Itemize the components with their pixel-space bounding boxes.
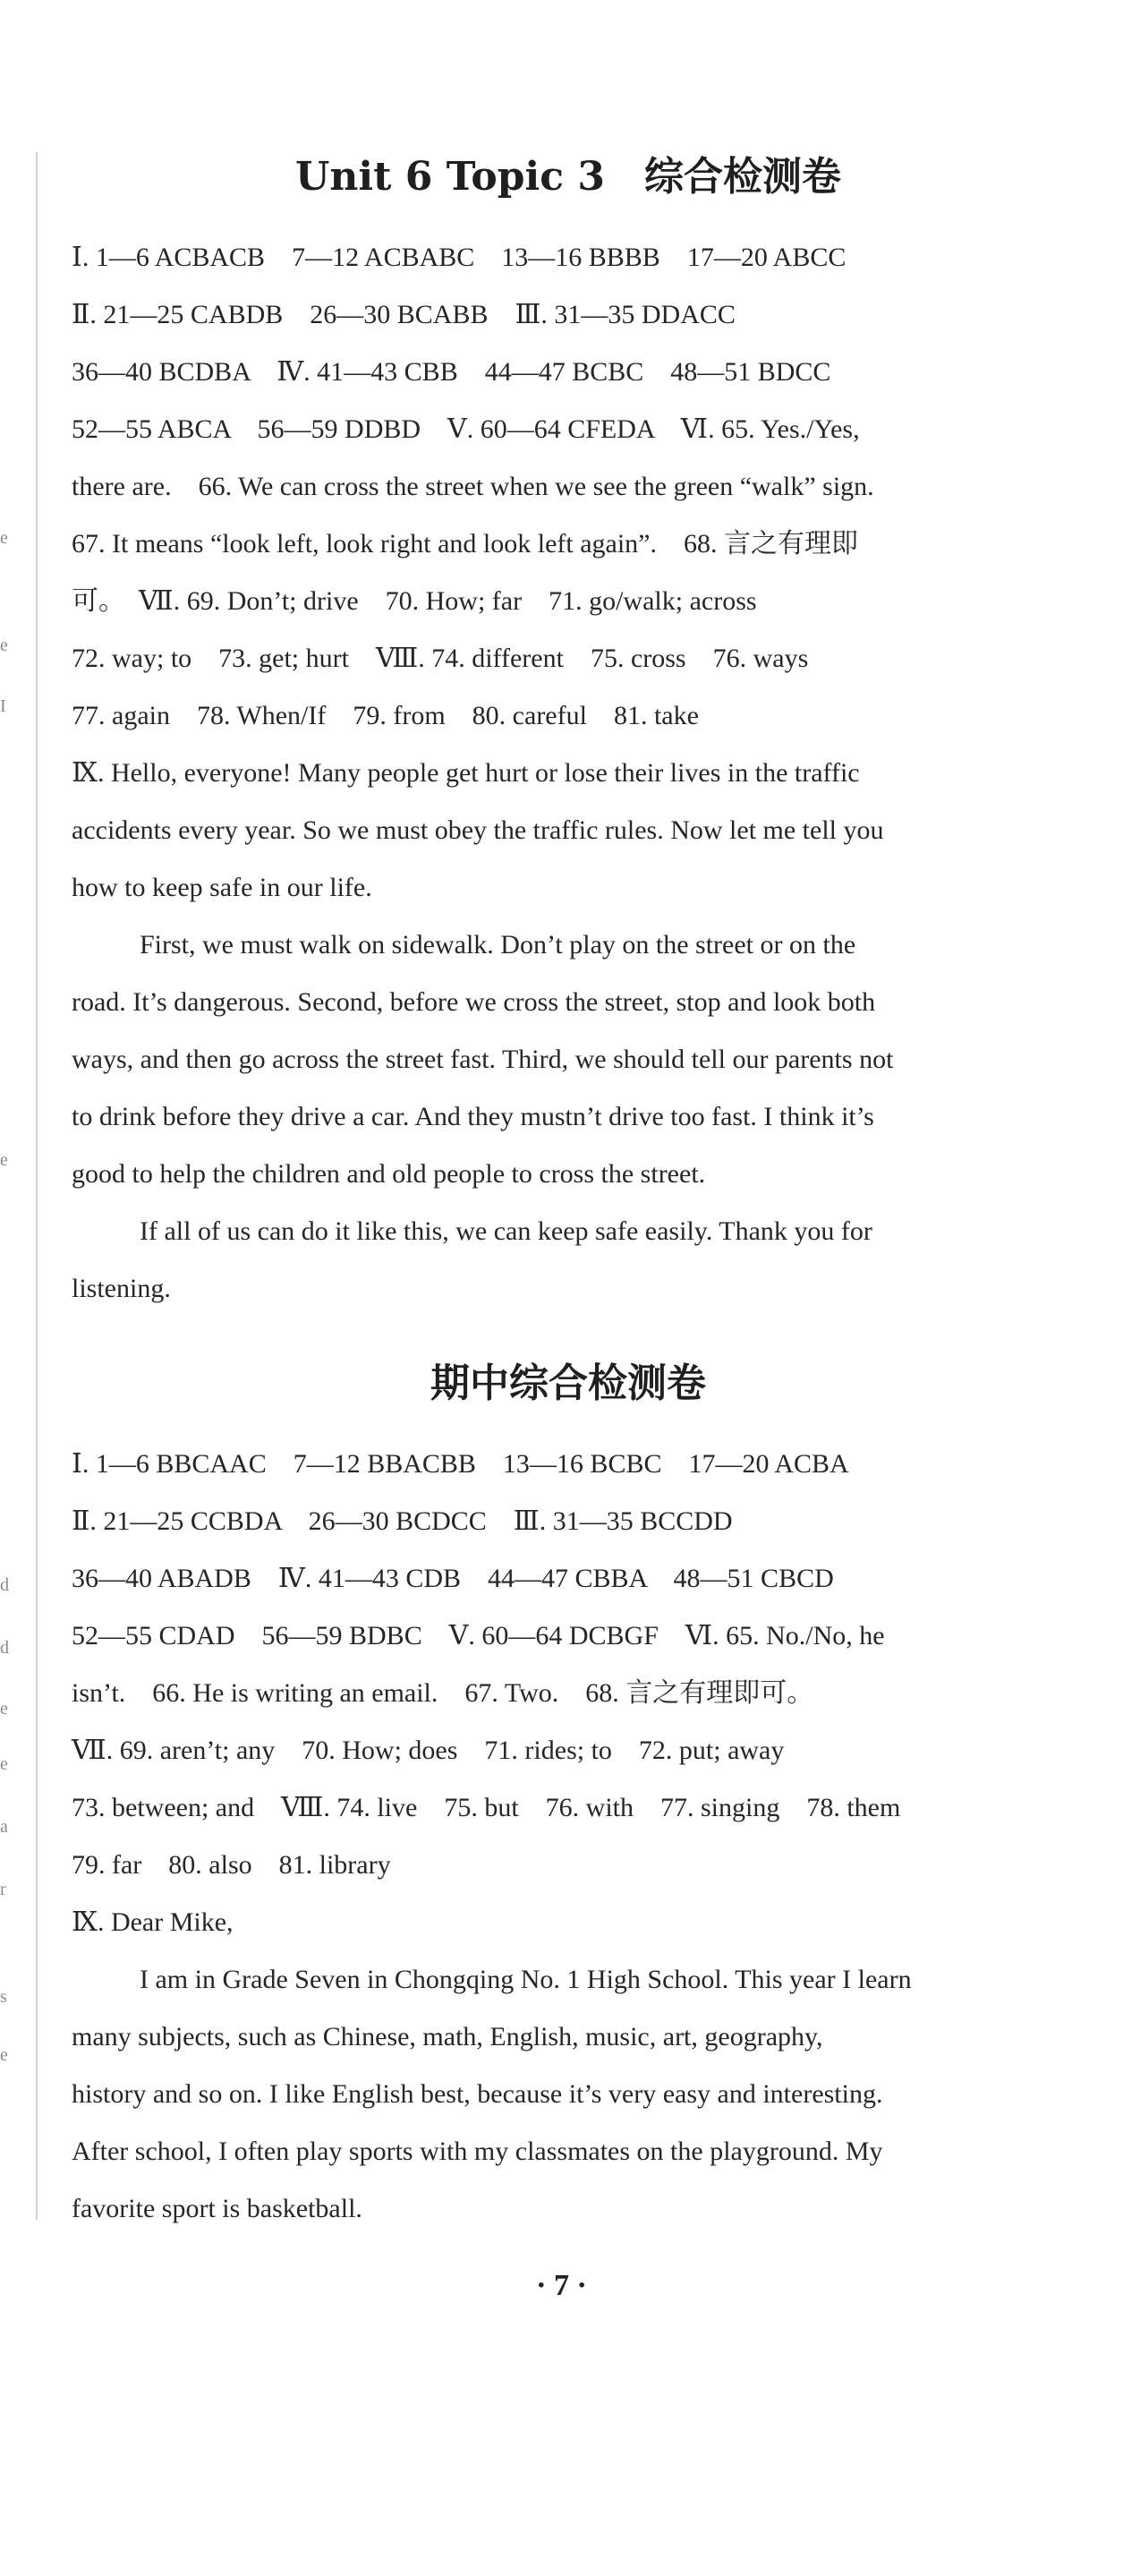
- essay-line: accidents every year. So we must obey the traffic rules. Now let me tell you: [72, 815, 884, 845]
- answer-section-midterm: [72, 1357, 1065, 2238]
- answer-line: 36—40 BCDBA Ⅳ. 41—43 CBB 44—47 BCBC 48—51 BDCC: [72, 357, 831, 387]
- answer-line: 79. far 80. also 81. library: [72, 1850, 391, 1880]
- margin-fragment: a: [0, 1817, 8, 1837]
- essay-line: listening.: [72, 1274, 171, 1303]
- binding-margin-rule: [36, 152, 38, 2220]
- answer-line: 52—55 ABCA 56—59 DDBD Ⅴ. 60—64 CFEDA Ⅵ. 65. Yes./Yes,: [72, 414, 860, 444]
- answer-line: there are. 66. We can cross the street when we see the green “walk” sign.: [72, 472, 874, 501]
- essay-line: road. It’s dangerous. Second, before we cross the street, stop and look both: [72, 987, 876, 1017]
- margin-fragment: e: [0, 1150, 8, 1170]
- answer-line: 可。 Ⅶ. 69. Don’t; drive 70. How; far 71. go/walk; across: [72, 586, 757, 616]
- essay-line: Ⅸ. Hello, everyone! Many people get hurt or lose their lives in the traffic: [72, 758, 860, 788]
- essay-line: Ⅸ. Dear Mike,: [72, 1907, 234, 1937]
- margin-fragment: e: [0, 1699, 8, 1719]
- essay-line: ways, and then go across the street fast. Third, we should tell our parents not: [72, 1045, 894, 1074]
- margin-fragment: s: [0, 1987, 7, 2007]
- margin-fragment: r: [0, 1880, 6, 1899]
- answer-line: 67. It means “look left, look right and look left again”. 68. 言之有理即: [72, 529, 858, 559]
- essay-line: history and so on. I like English best, because it’s very easy and interesting.: [72, 2079, 883, 2109]
- answer-line: 73. between; and Ⅷ. 74. live 75. but 76. with 77. singing 78. them: [72, 1793, 901, 1822]
- answer-section-unit6-topic3: [72, 150, 1065, 1318]
- margin-fragment: e: [0, 528, 8, 548]
- margin-fragment: I: [0, 696, 6, 716]
- essay-line: If all of us can do it like this, we can keep safe easily. Thank you for: [140, 1216, 872, 1246]
- answer-line: 52—55 CDAD 56—59 BDBC Ⅴ. 60—64 DCBGF Ⅵ. 65. No./No, he: [72, 1621, 885, 1651]
- margin-fragment: e: [0, 635, 8, 655]
- margin-fragment: e: [0, 2045, 8, 2065]
- section-title: 期中综合检测卷: [430, 1361, 706, 1406]
- margin-fragment: d: [0, 1638, 9, 1658]
- essay-line: After school, I often play sports with my classmates on the playground. My: [72, 2137, 883, 2166]
- margin-fragment: d: [0, 1575, 9, 1595]
- essay-line: many subjects, such as Chinese, math, English, music, art, geography,: [72, 2022, 823, 2051]
- essay-line: I am in Grade Seven in Chongqing No. 1 High School. This year I learn: [140, 1965, 912, 1994]
- answer-line: Ⅰ. 1—6 BBCAAC 7—12 BBACBB 13—16 BCBC 17—20 ACBA: [72, 1449, 849, 1479]
- section-title: Unit 6 Topic 3 综合检测卷: [295, 154, 841, 200]
- essay-line: good to help the children and old people to cross the street.: [72, 1159, 706, 1189]
- essay-line: how to keep safe in our life.: [72, 873, 372, 902]
- essay-line: favorite sport is basketball.: [72, 2194, 362, 2223]
- answer-line: 77. again 78. When/If 79. from 80. careful 81. take: [72, 701, 699, 730]
- answer-line: 72. way; to 73. get; hurt Ⅷ. 74. different 75. cross 76. ways: [72, 644, 809, 673]
- page-number: · 7 ·: [536, 2269, 587, 2302]
- answer-line: Ⅱ. 21—25 CABDB 26—30 BCABB Ⅲ. 31—35 DDACC: [72, 300, 736, 329]
- essay-line: First, we must walk on sidewalk. Don’t play on the street or on the: [140, 930, 856, 960]
- answer-line: Ⅶ. 69. aren’t; any 70. How; does 71. rides; to 72. put; away: [72, 1736, 785, 1765]
- answer-line: 36—40 ABADB Ⅳ. 41—43 CDB 44—47 CBBA 48—51 CBCD: [72, 1564, 834, 1593]
- essay-line: to drink before they drive a car. And they mustn’t drive too fast. I think it’s: [72, 1102, 874, 1131]
- margin-fragment: e: [0, 1754, 8, 1774]
- answer-line: Ⅰ. 1—6 ACBACB 7—12 ACBABC 13—16 BBBB 17—20 ABCC: [72, 243, 847, 272]
- answer-line: isn’t. 66. He is writing an email. 67. Two. 68. 言之有理即可。: [72, 1678, 814, 1708]
- answer-line: Ⅱ. 21—25 CCBDA 26—30 BCDCC Ⅲ. 31—35 BCCDD: [72, 1506, 733, 1536]
